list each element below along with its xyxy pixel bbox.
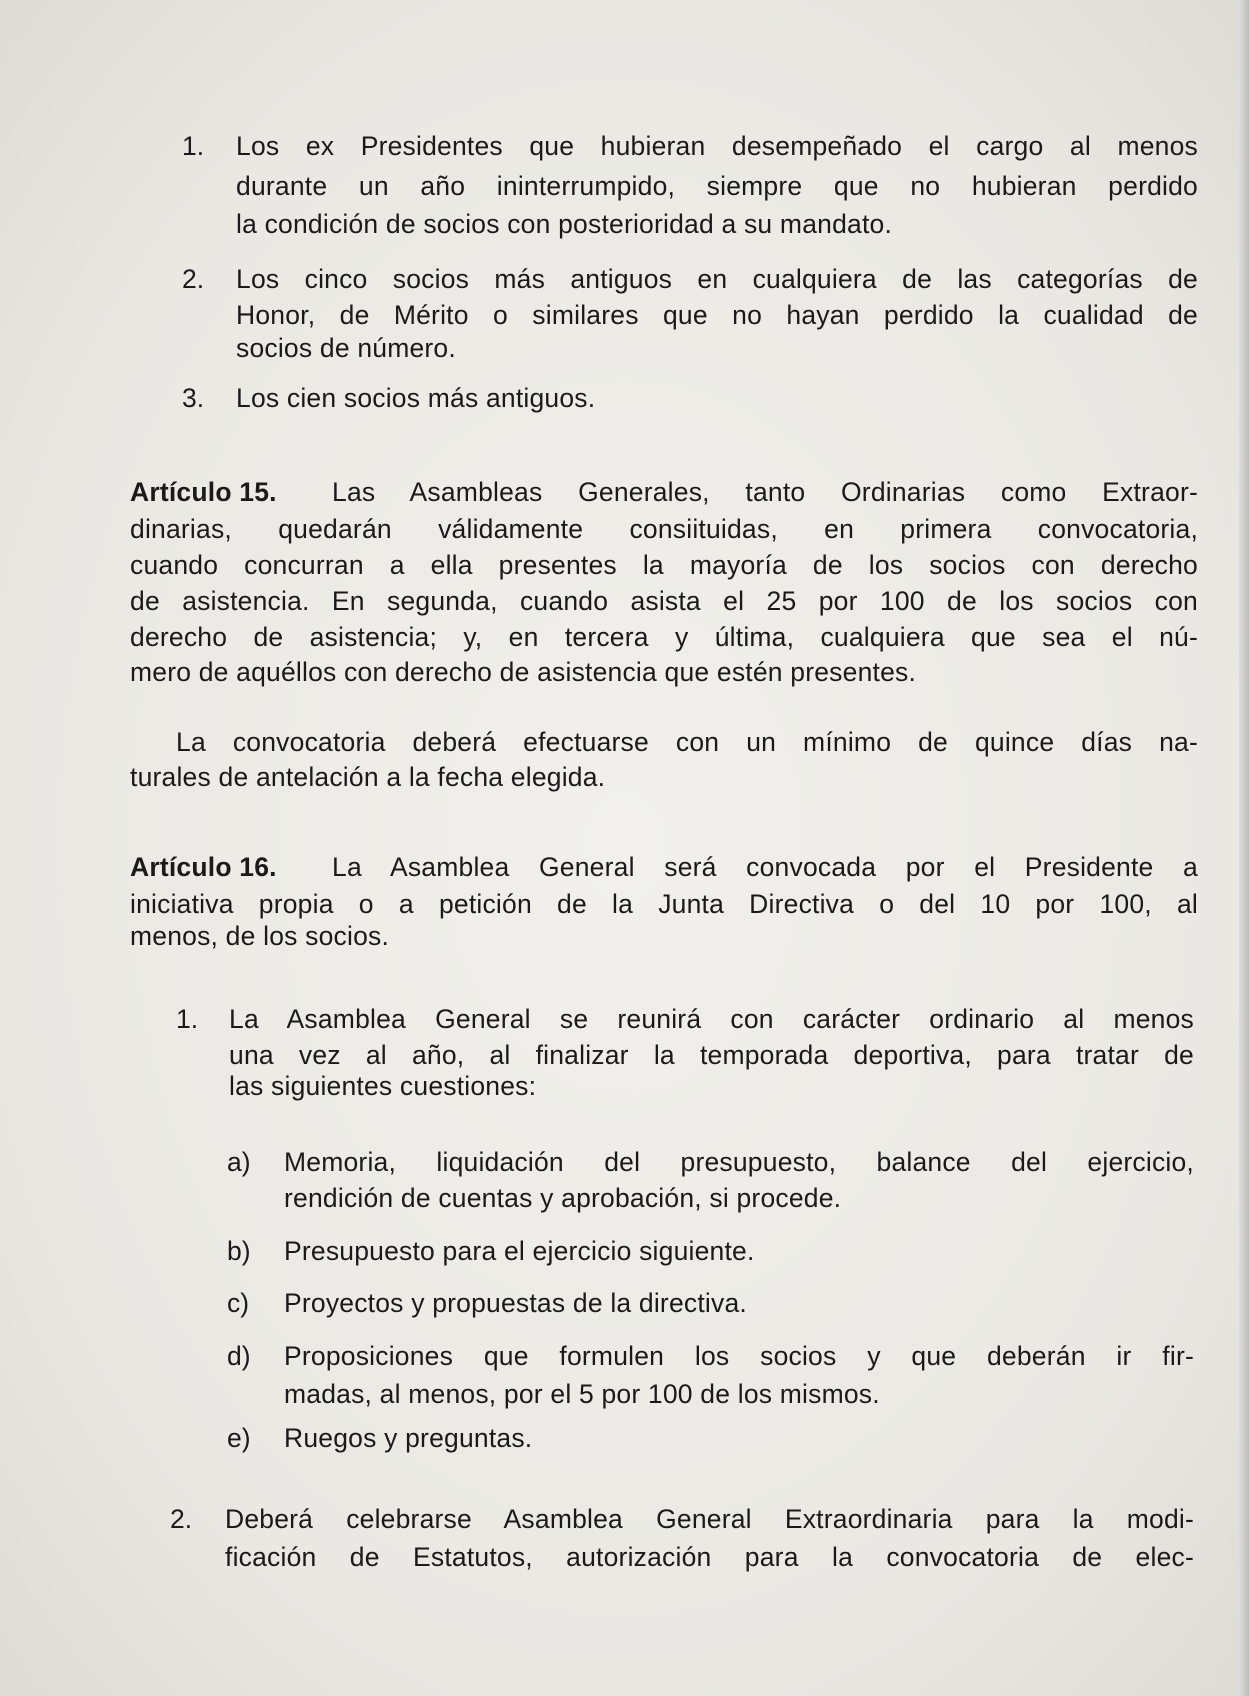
list-number: 1. — [176, 1004, 199, 1034]
text-line: La Asamblea General será convocada por el Presidente a — [332, 852, 1198, 882]
article-heading: Artículo 15. — [130, 477, 277, 507]
text-line: ficación de Estatutos, autorización para la convocatoria de elec- — [225, 1542, 1194, 1572]
list-letter: a) — [227, 1147, 251, 1177]
text-line: Memoria, liquidación del presupuesto, balance del ejercicio, — [284, 1147, 1194, 1177]
text-line: Honor, de Mérito o similares que no hayan perdido la cualidad de — [236, 300, 1198, 330]
text-line: turales de antelación a la fecha elegida. — [130, 762, 606, 792]
text-line: cuando concurran a ella presentes la mayoría de los socios con derecho — [130, 550, 1198, 580]
list-number: 3. — [182, 383, 205, 413]
text-line: derecho de asistencia; y, en tercera y última, cualquiera que sea el nú- — [130, 622, 1198, 652]
list-letter: b) — [227, 1236, 251, 1266]
text-line: Los cinco socios más antiguos en cualquiera de las categorías de — [236, 264, 1198, 294]
text-line: las siguientes cuestiones: — [229, 1071, 537, 1101]
text-line: Las Asambleas Generales, tanto Ordinarias como Extraor- — [332, 477, 1198, 507]
list-number: 2. — [182, 264, 205, 294]
list-number: 2. — [170, 1504, 193, 1534]
list-letter: e) — [227, 1423, 251, 1453]
text-line: de asistencia. En segunda, cuando asista el 25 por 100 de los socios con — [130, 586, 1198, 616]
article-heading: Artículo 16. — [130, 852, 277, 882]
text-line: una vez al año, al finalizar la temporada deportiva, para tratar de — [229, 1040, 1194, 1070]
text-line: madas, al menos, por el 5 por 100 de los mismos. — [284, 1379, 880, 1409]
text-line: durante un año ininterrumpido, siempre que no hubieran perdido — [236, 171, 1198, 201]
list-letter: d) — [227, 1341, 251, 1371]
list-number: 1. — [182, 131, 205, 161]
text-line: iniciativa propia o a petición de la Junta Directiva o del 10 por 100, al — [130, 889, 1198, 919]
text-line: Los ex Presidentes que hubieran desempeñado el cargo al menos — [236, 131, 1198, 161]
text-line: La convocatoria deberá efectuarse con un mínimo de quince días na- — [176, 727, 1198, 757]
text-line: mero de aquéllos con derecho de asistencia que estén presentes. — [130, 657, 917, 687]
text-line: Los cien socios más antiguos. — [236, 383, 596, 413]
page-edge-shadow — [1239, 0, 1249, 1696]
text-line: Proposiciones que formulen los socios y que deberán ir fir- — [284, 1341, 1194, 1371]
text-line: La Asamblea General se reunirá con carácter ordinario al menos — [229, 1004, 1194, 1034]
text-line: Deberá celebrarse Asamblea General Extraordinaria para la modi- — [225, 1504, 1194, 1534]
text-line: Presupuesto para el ejercicio siguiente. — [284, 1236, 755, 1266]
text-line: socios de número. — [236, 333, 456, 363]
text-line: Ruegos y preguntas. — [284, 1423, 533, 1453]
text-line: rendición de cuentas y aprobación, si procede. — [284, 1183, 842, 1213]
text-line: la condición de socios con posterioridad a su mandato. — [236, 209, 893, 239]
text-line: dinarias, quedarán válidamente consiituidas, en primera convocatoria, — [130, 514, 1198, 544]
text-line: Proyectos y propuestas de la directiva. — [284, 1288, 747, 1318]
text-line: menos, de los socios. — [130, 921, 390, 951]
list-letter: c) — [227, 1288, 250, 1318]
